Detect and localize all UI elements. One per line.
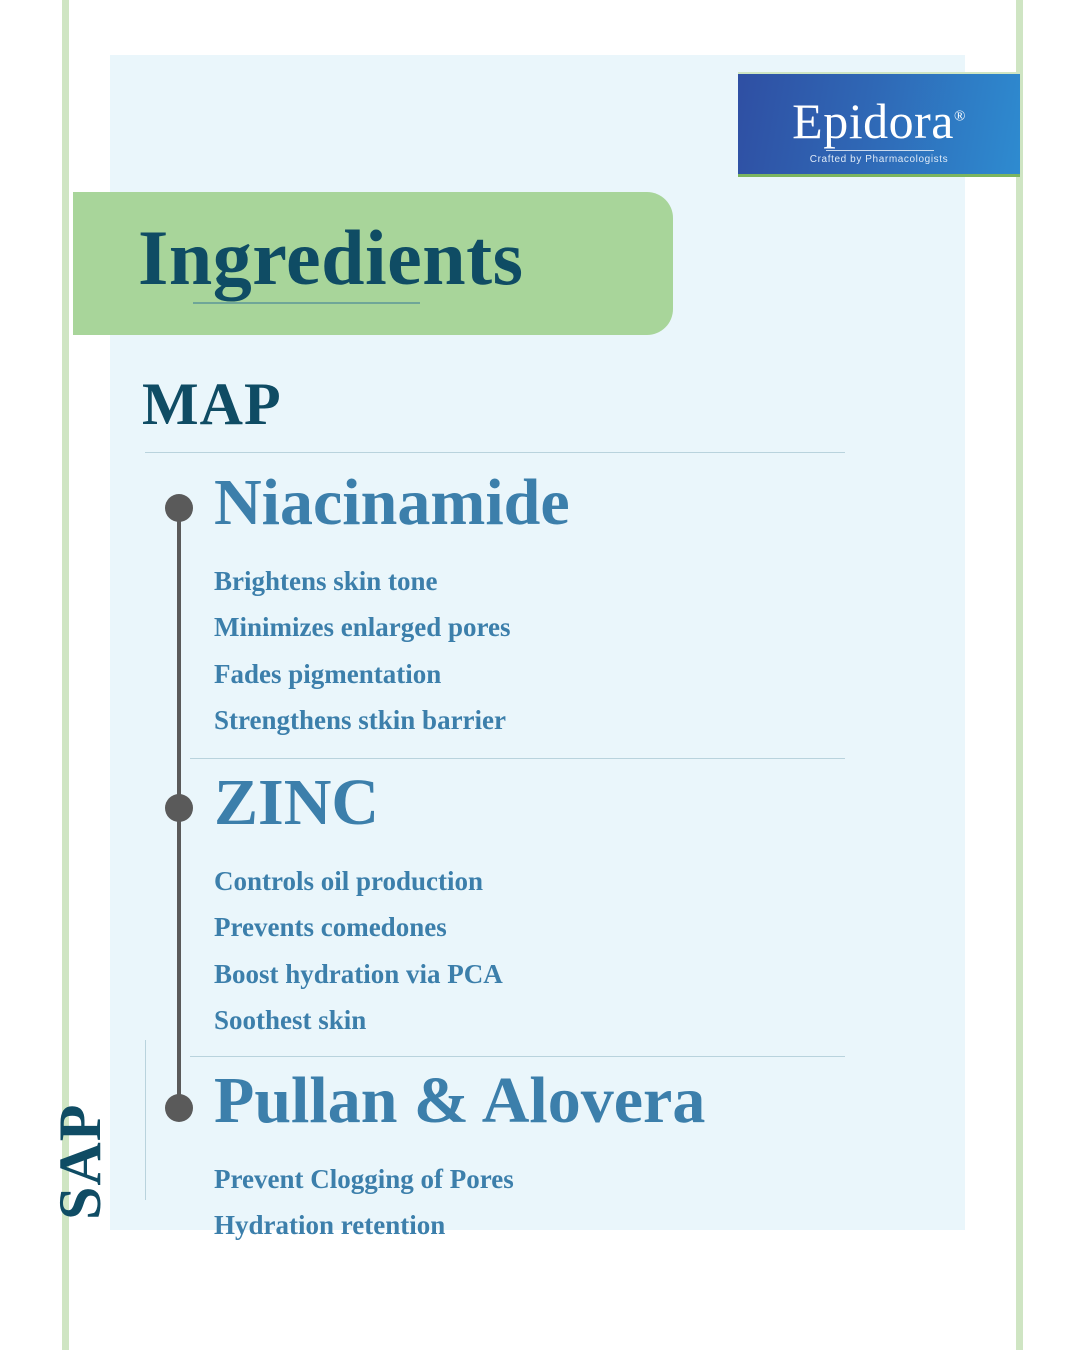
ingredient-item-pullan-alovera [214,1064,706,1249]
right-edge-rule [1016,0,1023,1350]
timeline-dot-pullan-alovera [165,1094,193,1122]
benefit-item: Minimizes enlarged pores [214,612,511,643]
benefit-item: Hydration retention [214,1210,446,1241]
brand-logo [738,72,1020,177]
ingredient-separator-1 [190,758,845,759]
section-label-map: MAP [142,371,282,437]
benefit-item: Controls oil production [214,866,484,896]
ingredient-item-zinc [214,766,503,1044]
brand-wordmark [738,92,1020,150]
brand-tagline: Crafted by Pharmacologists [809,154,949,165]
benefit-item: Brightens skin tone [214,566,438,596]
ingredient-separator-2 [190,1056,845,1057]
page-title: Ingredients [138,214,524,301]
ingredient-name: Niacinamide [214,466,570,539]
section-sap-underline [145,1040,146,1200]
ingredient-name: ZINC [214,766,380,839]
benefit-list [214,1156,705,1249]
benefit-item: Prevents comedones [214,912,447,943]
section-map-underline [145,452,845,453]
ingredient-item-niacinamide [214,466,570,744]
benefit-item: Soothest skin [214,1005,367,1036]
benefit-list [214,858,503,1044]
benefit-list [214,558,570,744]
brand-name: Epidora [792,93,954,149]
ingredient-name: Pullan & Alovera [214,1064,706,1137]
timeline-dot-niacinamide [165,494,193,522]
benefit-item: Fades pigmentation [214,658,442,689]
trademark-symbol: ® [953,108,966,125]
benefit-item: Strengthens stkin barrier [214,705,507,736]
section-label-sap: SAP [47,1103,113,1220]
title-underline [193,302,420,304]
benefit-item: Prevent Clogging of Pores [214,1164,514,1194]
benefit-item: Boost hydration via PCA [214,958,503,989]
timeline-dot-zinc [165,794,193,822]
logo-divider [826,150,934,151]
